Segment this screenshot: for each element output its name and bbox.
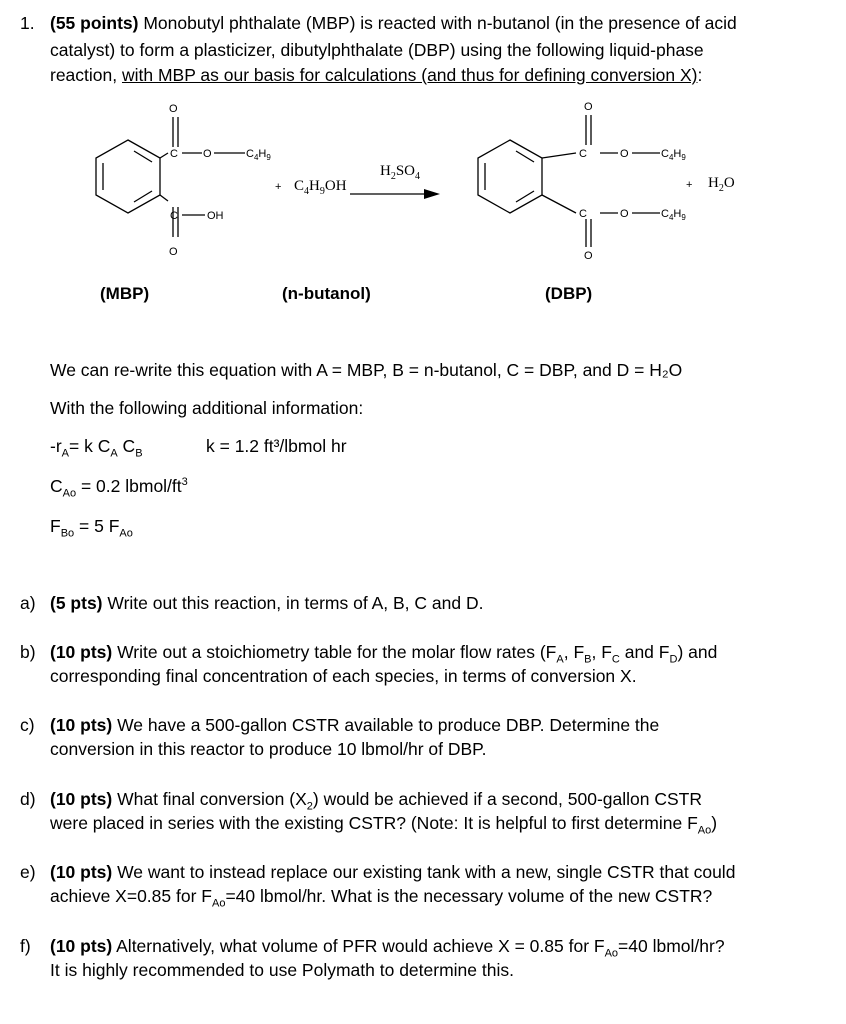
- part-b-line2: corresponding final concentration of each species, in terms of conversion X.: [50, 666, 637, 686]
- dbp-carbon-top: C: [579, 148, 587, 160]
- mbp-carbonyl-o-top: O: [169, 103, 178, 115]
- part-c-letter: c): [20, 715, 35, 735]
- initial-flow-b: $F_{Bo} = 5$ $F_{Ao}$: [50, 516, 133, 540]
- problem-number: 1.: [20, 13, 35, 33]
- part-d-points: (10 pts): [50, 789, 113, 809]
- part-f-line1: (10 pts) Alternatively, what volume of PFR would achieve X = 0.85 for $F_{Ao}=40$ lbmol/hr?: [50, 936, 725, 960]
- dbp-butyl-top: $C_4H_9$: [661, 148, 686, 162]
- part-e-letter: e): [20, 862, 36, 882]
- part-d-line1: (10 pts) What final conversion $(X_2)$ would be achieved if a second, 500-gallon CSTR: [50, 789, 703, 813]
- mbp-hydroxyl: OH: [207, 210, 224, 222]
- additional-info-heading: With the following additional information:: [50, 398, 364, 418]
- mbp-label: (MBP): [100, 284, 150, 303]
- part-d-letter: d): [20, 789, 36, 809]
- plus-sign-2: +: [686, 179, 693, 191]
- problem-intro-colon: :: [697, 65, 703, 85]
- initial-concentration-a: $C_{Ao} = 0.2$ lbmol/$ft^3$: [50, 476, 188, 500]
- problem-intro-line3: [50, 63, 702, 87]
- mbp-carbonyl-o-bottom: O: [169, 246, 178, 258]
- part-f-letter: f): [20, 936, 31, 956]
- dbp-label: (DBP): [545, 284, 593, 303]
- dbp-carbonyl-o-bottom: O: [584, 250, 593, 262]
- part-a-points: (5 pts): [50, 593, 103, 613]
- mbp-butyl-group: $C_4H_9$: [246, 148, 271, 162]
- part-d-line2: were placed in series with the existing CSTR? (Note: It is helpful to first determine $F_{Ao}$): [50, 813, 718, 837]
- problem-points: (55 points): [50, 13, 139, 33]
- problem-intro-text1: Monobutyl phthalate (MBP) is reacted with n-butanol (in the presence of acid: [138, 13, 737, 33]
- rate-law: $-r_A= k$ $C_A$ $C_B$: [50, 436, 143, 460]
- problem-basis-underlined: with MBP as our basis for calculations (and thus for defining conversion X): [121, 65, 698, 85]
- part-a-letter: a): [20, 593, 36, 613]
- catalyst-formula: $H_2SO_4$: [380, 163, 421, 182]
- part-a-line1: (5 pts) Write out this reaction, in terms of A, B, C and D.: [50, 593, 484, 613]
- mbp-ester-o: O: [203, 148, 212, 160]
- dbp-butyl-bottom: $C_4H_9$: [661, 208, 686, 222]
- problem-intro-text3: reaction,: [50, 65, 122, 85]
- part-f-line2: It is highly recommended to use Polymath to determine this.: [50, 960, 514, 980]
- dbp-benzene-ring: [478, 140, 542, 213]
- reaction-arrowhead: [424, 189, 440, 199]
- part-c-line2: conversion in this reactor to produce 10 lbmol/hr of DBP.: [50, 739, 487, 759]
- dbp-ester-o-top: O: [620, 148, 629, 160]
- nbutanol-label: (n-butanol): [282, 284, 371, 303]
- rewrite-statement: We can re-write this equation with A = MBP, B = n-butanol, C = DBP, and D = H₂O: [50, 360, 683, 380]
- plus-sign-1: +: [275, 181, 282, 193]
- mbp-carbon-top: C: [170, 148, 178, 160]
- part-f-points: (10 pts): [50, 936, 113, 956]
- part-c-points: (10 pts): [50, 715, 113, 735]
- mbp-carbon-bottom: C: [170, 210, 178, 222]
- part-e-line2: achieve X=0.85 for $F_{Ao}=40$ lbmol/hr. What is the necessary volume of the new CSTR?: [50, 886, 713, 910]
- problem-intro-line1: [50, 11, 737, 35]
- part-e-line1: (10 pts) We want to instead replace our existing tank with a new, single CSTR that could: [50, 862, 736, 882]
- mbp-benzene-ring: [96, 140, 160, 213]
- dbp-ester-o-bottom: O: [620, 208, 629, 220]
- dbp-carbon-bottom: C: [579, 208, 587, 220]
- part-b-points: (10 pts): [50, 642, 113, 662]
- rate-constant: k = 1.2 ft³/lbmol hr: [206, 436, 347, 456]
- part-b-line1: (10 pts) Write out a stoichiometry table for the molar flow rates ($F_A$, $F_B$, $F_C$ and $F_D$) and: [50, 642, 718, 666]
- dbp-carbonyl-o-top: O: [584, 101, 593, 113]
- part-e-points: (10 pts): [50, 862, 113, 882]
- butanol-formula: $C_4H_9OH$: [294, 178, 347, 197]
- reaction-scheme: [0, 95, 846, 275]
- part-c-line1: (10 pts) We have a 500-gallon CSTR available to produce DBP. Determine the: [50, 715, 660, 735]
- part-b-letter: b): [20, 642, 36, 662]
- problem-intro-line2: catalyst) to form a plasticizer, dibutylphthalate (DBP) using the following liquid-phase: [50, 40, 704, 60]
- water-formula: $H_2O$: [708, 175, 735, 194]
